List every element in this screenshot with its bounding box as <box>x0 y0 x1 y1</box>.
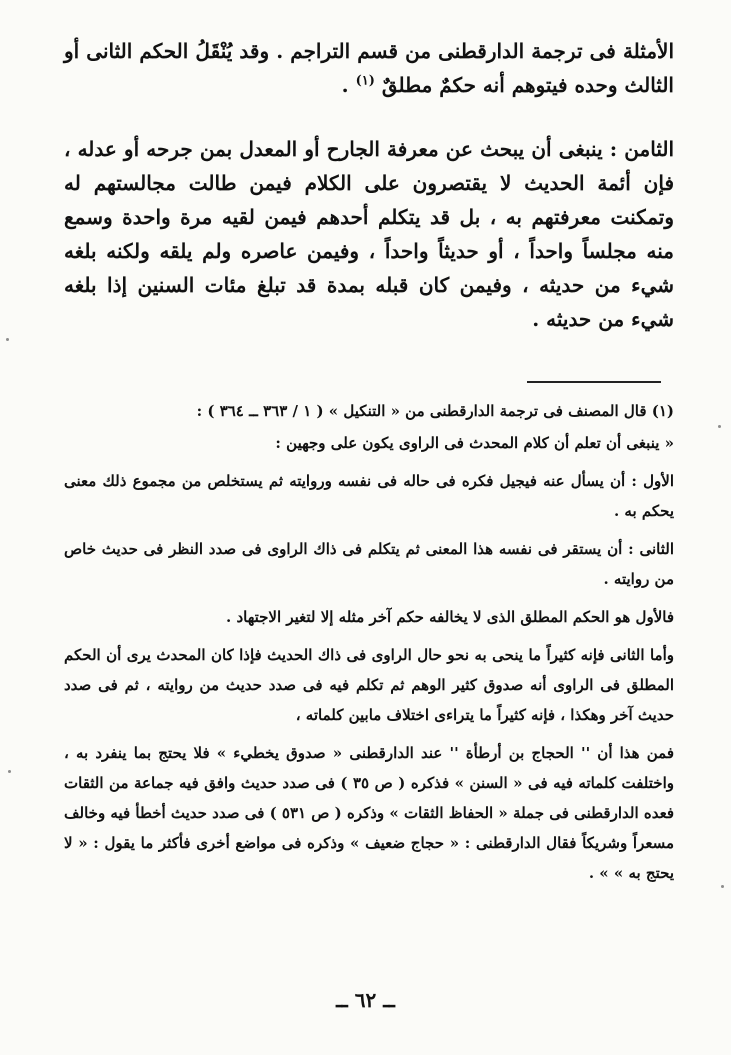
footnote-second-aspect: الثانى : أن يستقر فى نفسه هذا المعنى ثم يتكلم فى ذاك الراوى فى صدد النظر فى حديث خاص من روايته . <box>64 540 674 588</box>
footnote-rule: فالأول هو الحكم المطلق الذى لا يخالفه حكم آخر مثله إلا لتغير الاجتهاد . <box>226 608 674 626</box>
section-heading: الثامن : <box>609 137 675 161</box>
scan-speck <box>721 885 724 888</box>
paragraph-continuation <box>64 34 674 102</box>
footnote-example: فمن هذا أن '' الحجاج بن أرطأة '' عند الدارقطنى « صدوق يخطيء » فلا يحتج بما ينفرد به ، واختلفت كلماته فيه فى « السنن » فذكره ( ص ٣٥ ) فى صدد حديث وافق فيه جماعة من الثقات فعده الدارقطنى فى جملة « الحفاظ الثقات » وذكره ( ص ٥٣١ ) فى صدد حديث أخطأ فيه وخالف مسعراً وشريكاً فقال الدارقطنى : « حجاج ضعيف » وذكره فى مواضع أخرى فأكثر ما يقول : « لا يحتج به » » . <box>64 744 674 882</box>
footnote-line-2: « ينبغى أن تعلم أن كلام المحدث فى الراوى يكون على وجهين : <box>275 434 674 452</box>
paragraph-eighth-text: ينبغى أن يبحث عن معرفة الجارح أو المعدل بمن جرحه أو عدله ، فإن أئمة الحديث لا يقتصرون على الكلام فيمن طالت مجالستهم له وتمكنت معرفتهم به ، بل قد يتكلم أحدهم فيمن لقيه مرة واحدة وسمع منه مجلساً واحداً ، أو حديثاً واحداً ، وفيمن عاصره ولم يلقه ولكنه بلغه شيء من حديثه ، وفيمن كان قبله بمدة قد تبلغ مئات السنين إذا بلغه شيء من حديثه . <box>64 137 674 331</box>
main-text <box>64 34 674 336</box>
footnote-reference: (١) <box>355 73 375 89</box>
scan-speck <box>6 338 9 341</box>
footnote-explanation: وأما الثانى فإنه كثيراً ما ينحى به نحو حال الراوى فى ذاك الحديث فإذا كان المحدث يرى أن الحكم المطلق فى الراوى أنه صدوق كثير الوهم ثم تكلم فيه فى صدد حديث من روايته ، ثم فى صدد حديث آخر وهكذا ، فإنه كثيراً ما يتراءى اختلاف مابين كلماته ، <box>64 646 674 724</box>
paragraph-continuation-end: . <box>341 73 349 97</box>
footnote-separator <box>527 381 661 383</box>
paragraph-eighth <box>64 132 674 336</box>
paragraph-continuation-text: الأمثلة فى ترجمة الدارقطنى من قسم التراجم . وقد يُنْقَلُ الحكم الثانى أو الثالث وحده فيتوهم أنه حكمٌ مطلقٌ <box>64 39 674 97</box>
footnote-block <box>64 396 674 896</box>
footnote-line-1: (١) قال المصنف فى ترجمة الدارقطنى من « التنكيل » ( ١ / ٣٦٣ ــ ٣٦٤ ) : <box>196 402 674 420</box>
scan-speck <box>8 770 11 773</box>
scan-speck <box>718 425 721 428</box>
footnote-first-aspect: الأول : أن يسأل عنه فيجيل فكره فى حاله فى نفسه وروايته ثم يستخلص من مجموع ذلك معنى يحكم به . <box>64 472 674 520</box>
page-number: ــ ٦٢ ــ <box>336 988 395 1012</box>
